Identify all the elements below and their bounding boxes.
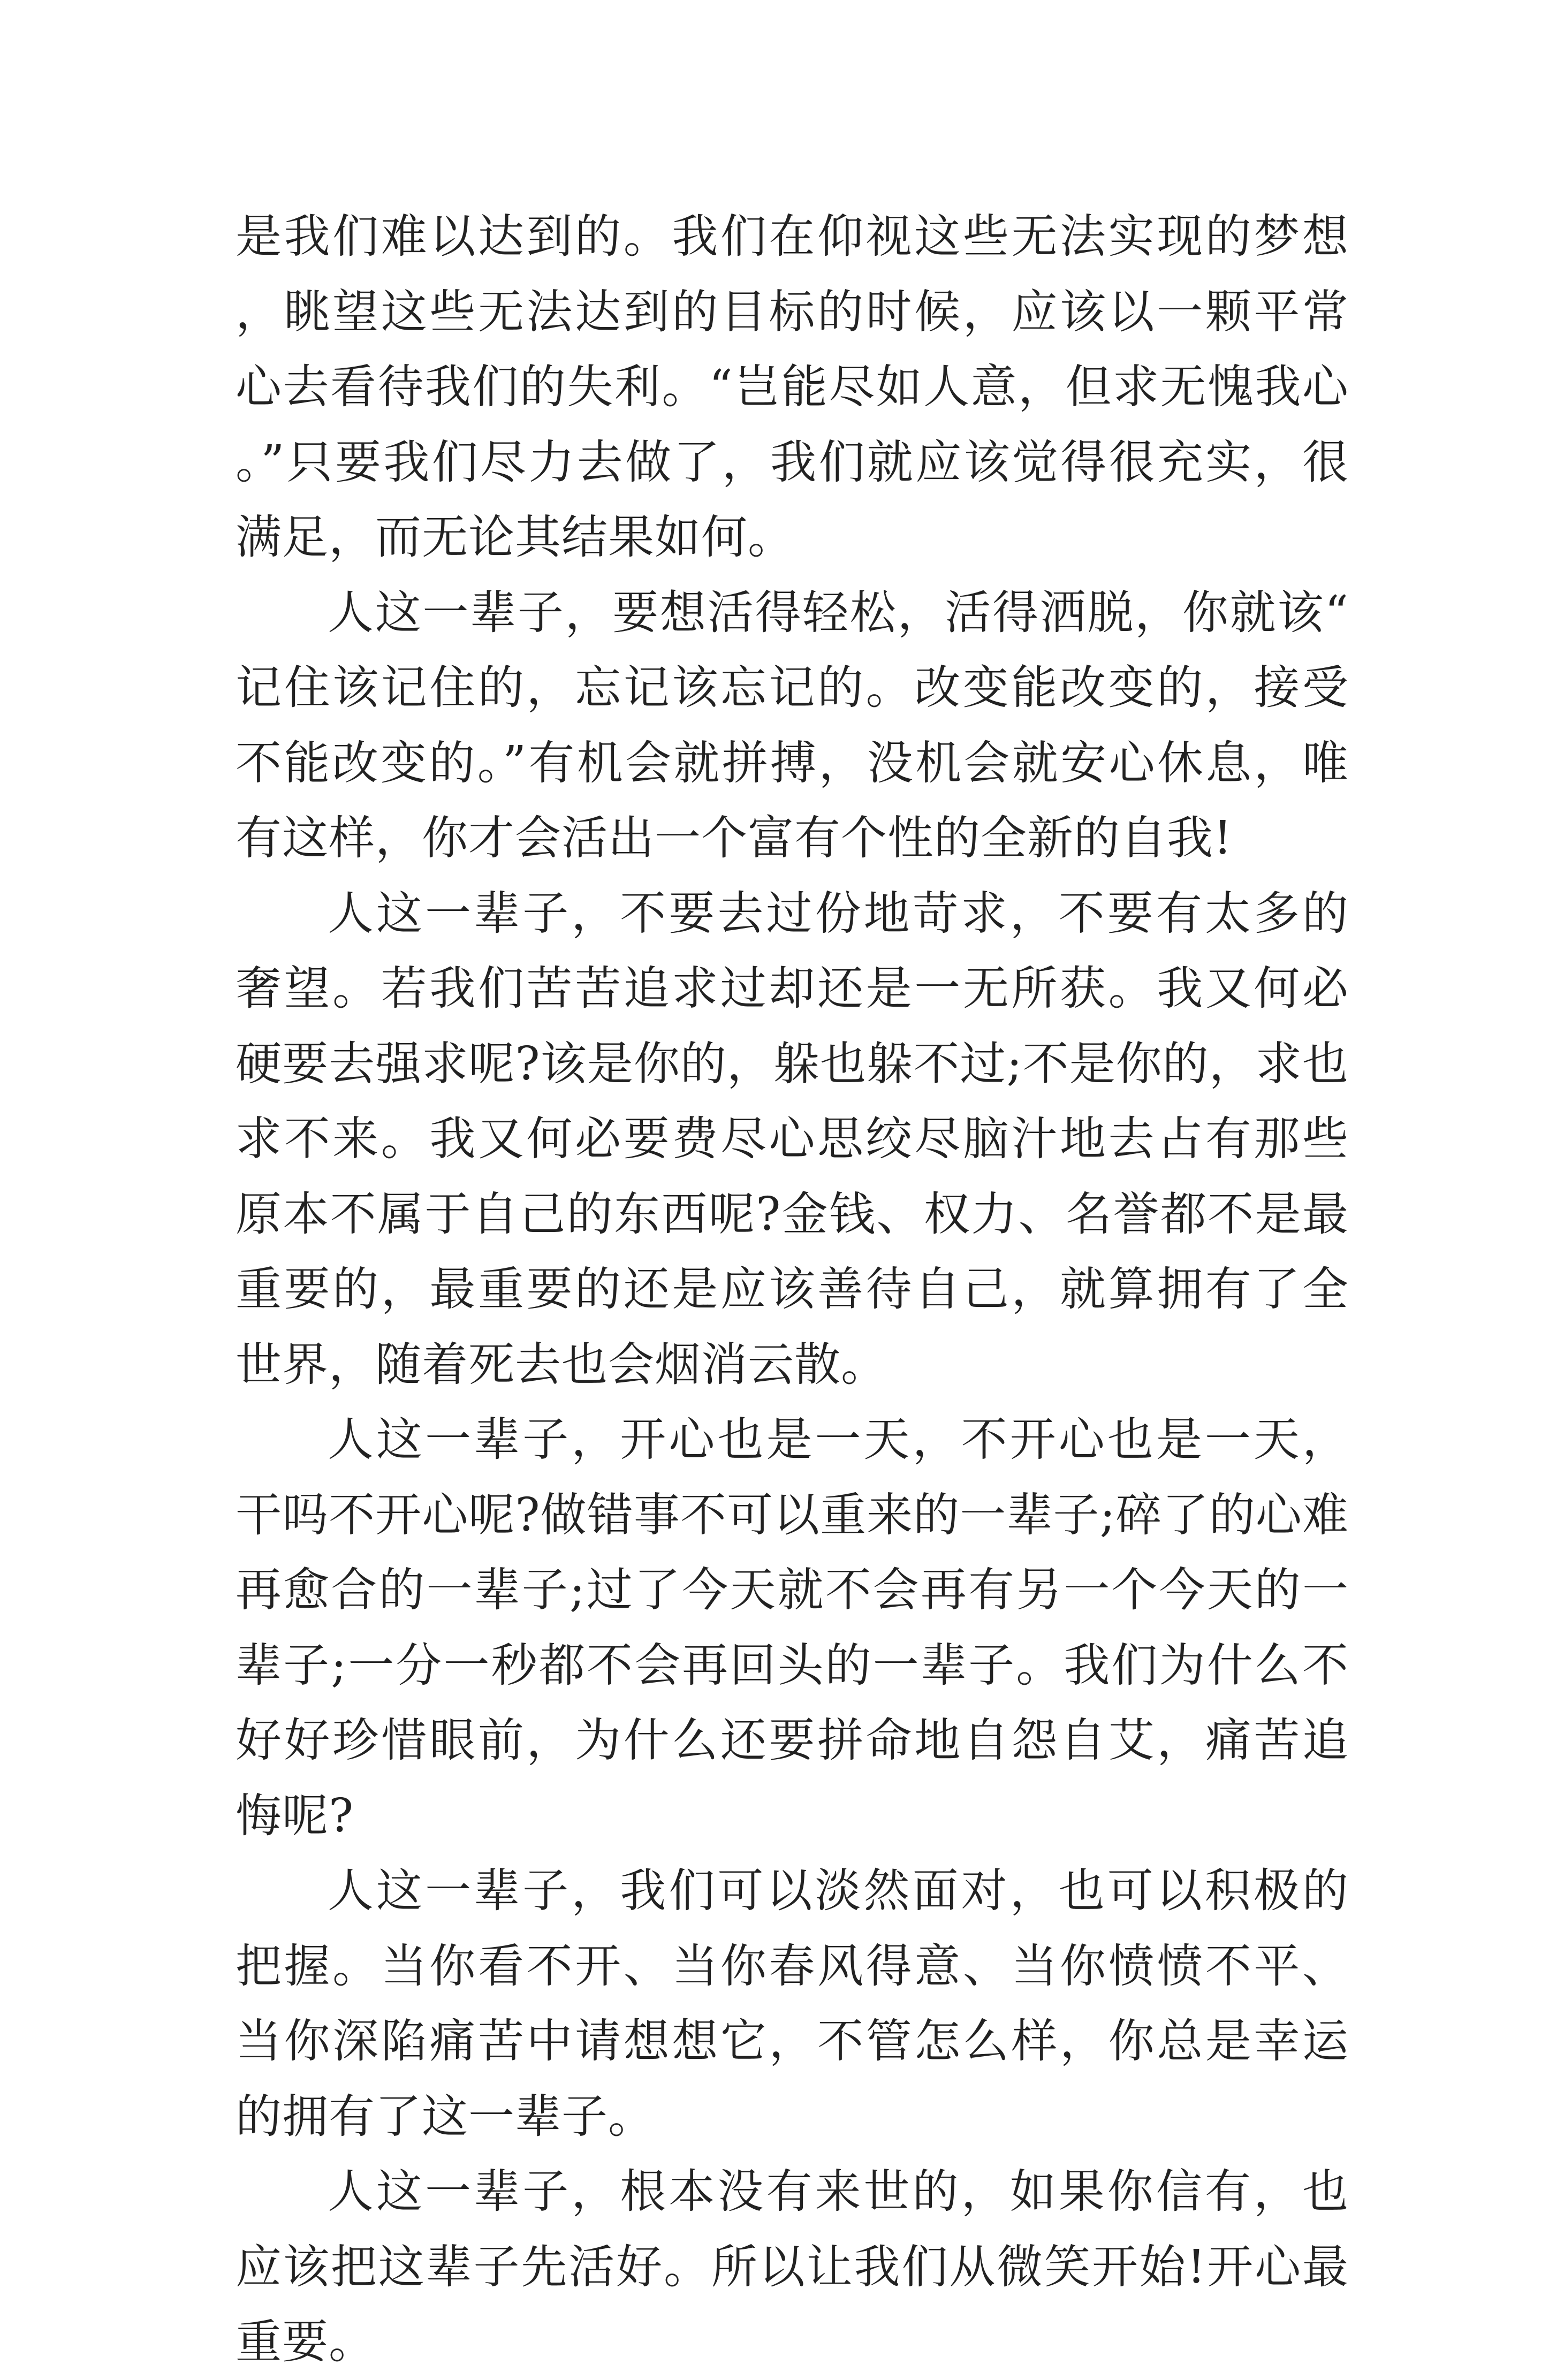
article-body [236,199,1349,2380]
paragraph-3: 人这一辈子，不要去过份地苛求，不要有太多的奢望。若我们苦苦追求过却还是一无所获。我又何必硬要去强求呢?该是你的，躲也躲不过;不是你的，求也求不来。我又何必要费尽心思绞尽脑汁地去占有那些原本不属于自己的东西呢?金钱、权力、名誉都不是最重要的，最重要的还是应该善待自己，就算拥有了全世界，随着死去也会烟消云散。 [236,886,1349,1391]
paragraph-5: 人这一辈子，我们可以淡然面对，也可以积极的把握。当你看不开、当你春风得意、当你愤愤不平、当你深陷痛苦中请想想它，不管怎么样，你总是幸运的拥有了这一辈子。 [236,1864,1349,2143]
paragraph-2: 人这一辈子，要想活得轻松，活得洒脱，你就该“记住该记住的，忘记该忘记的。改变能改变的，接受不能改变的。”有机会就拼搏，没机会就安心休息，唯有这样，你才会活出一个富有个性的全新的自我! [236,586,1349,865]
paragraph-6: 人这一辈子，根本没有来世的，如果你信有，也应该把这辈子先活好。所以让我们从微笑开始!开心最重要。 [236,2165,1349,2369]
paragraph-1: 是我们难以达到的。我们在仰视这些无法实现的梦想，眺望这些无法达到的目标的时候，应该以一颗平常心去看待我们的失利。“岂能尽如人意，但求无愧我心。”只要我们尽力去做了，我们就应该觉得很充实，很满足，而无论其结果如何。 [236,210,1349,564]
paragraph-4: 人这一辈子，开心也是一天，不开心也是一天，干吗不开心呢?做错事不可以重来的一辈子;碎了的心难再愈合的一辈子;过了今天就不会再有另一个今天的一辈子;一分一秒都不会再回头的一辈子。我们为什么不好好珍惜眼前，为什么还要拼命地自怨自艾，痛苦追悔呢? [236,1413,1349,1843]
